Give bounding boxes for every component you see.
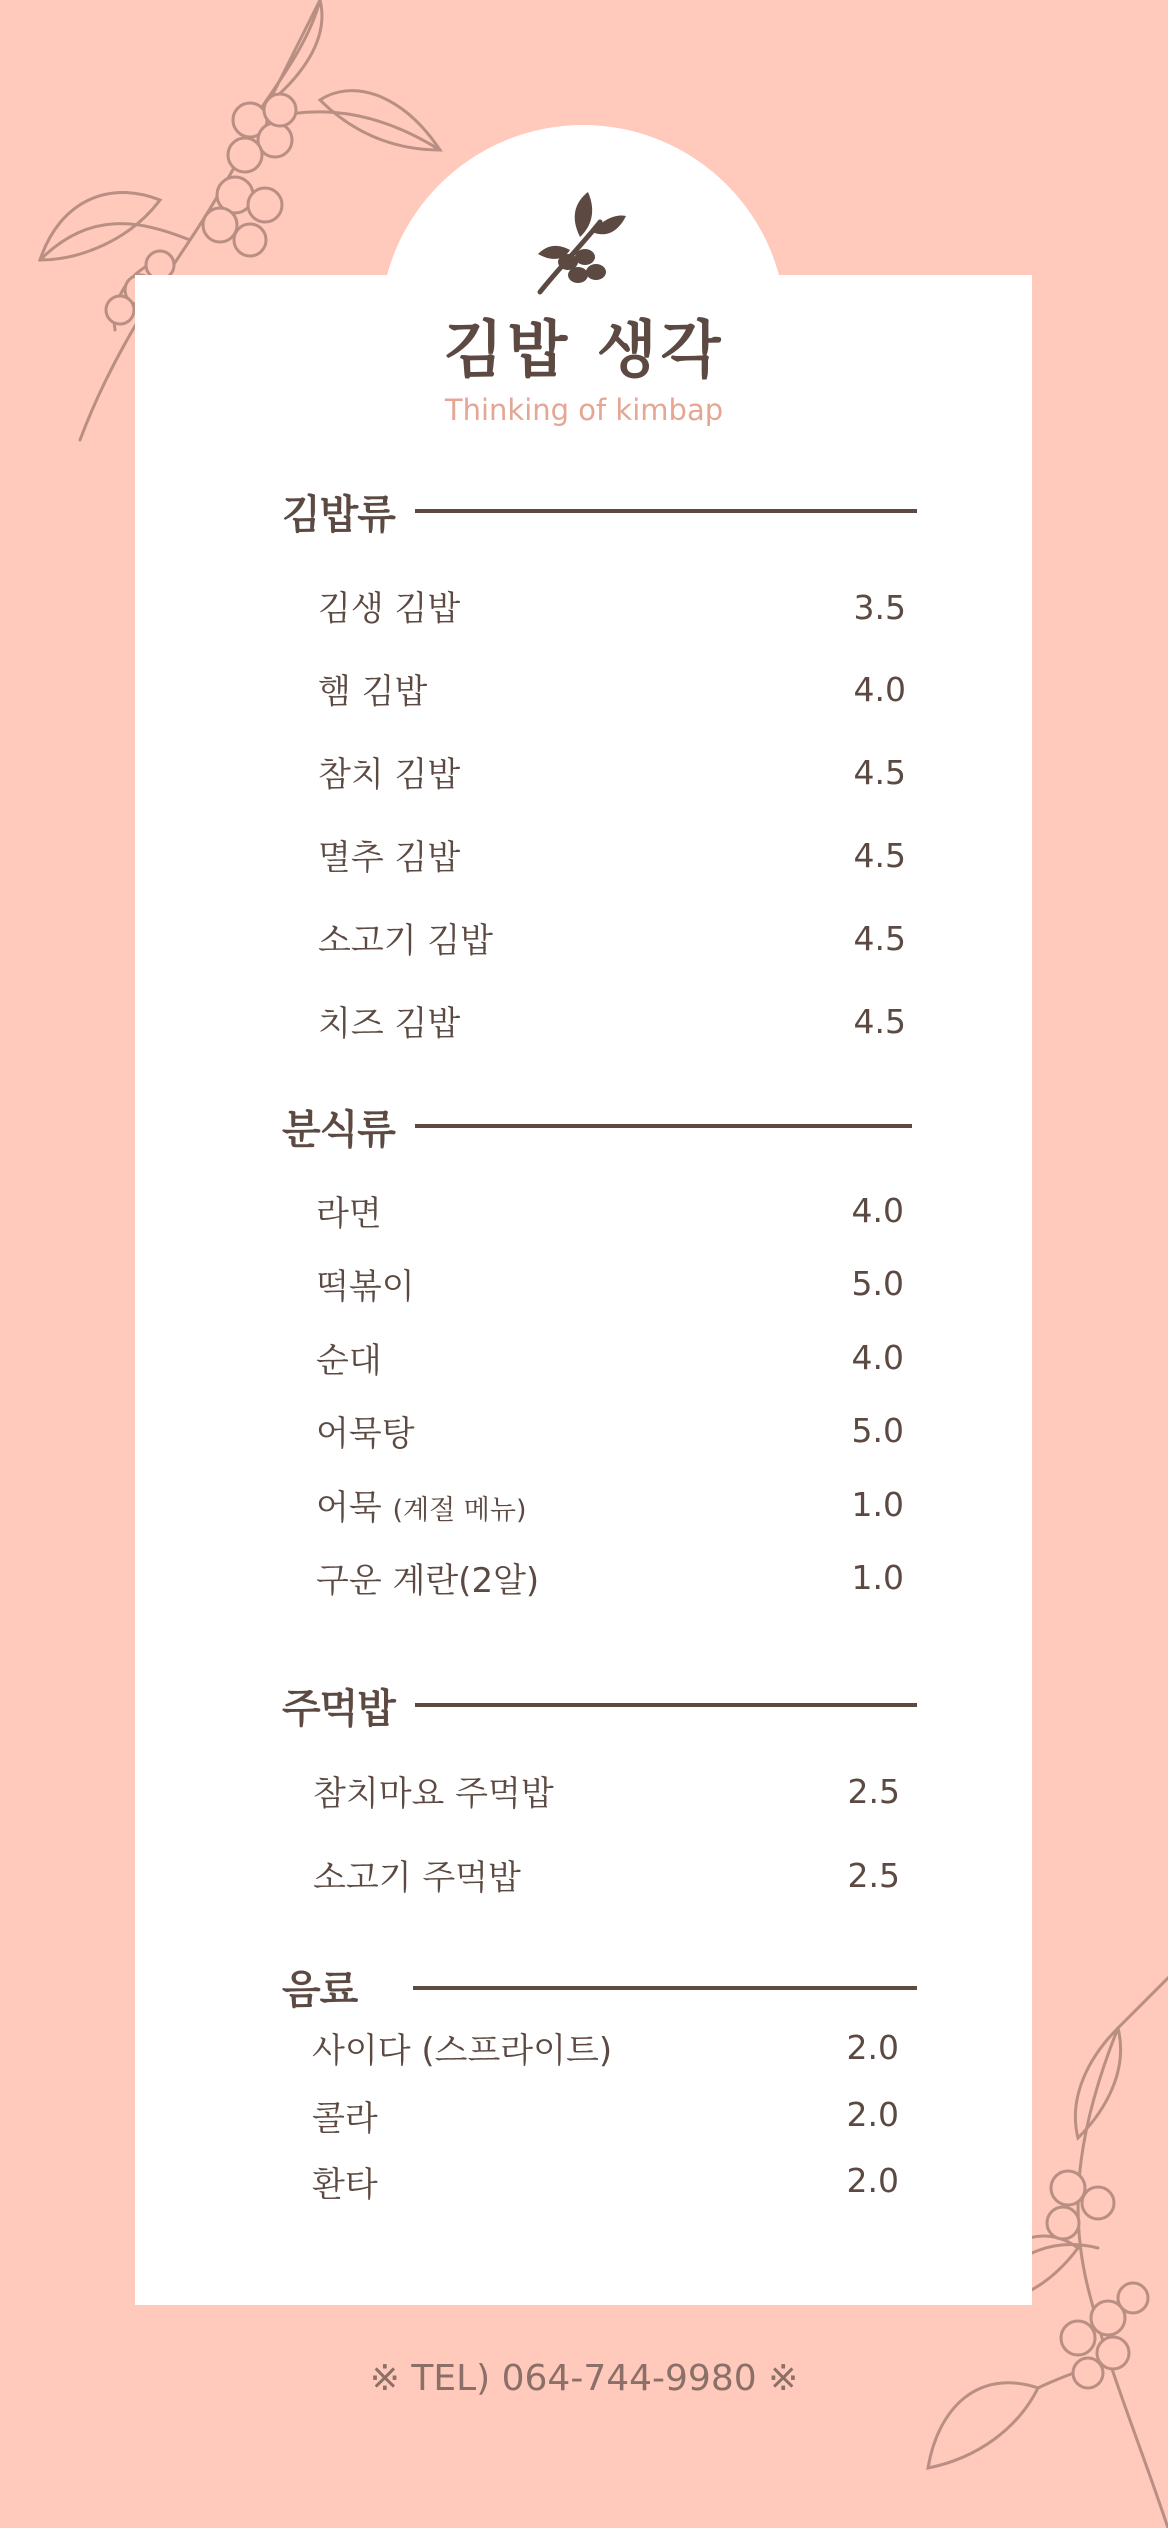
menu-item-name: 순대: [316, 1341, 382, 1381]
section-title-riceballs: 주먹밥: [282, 1686, 395, 1732]
section-title-drinks: 음료: [282, 1967, 358, 2013]
menu-item-price: 3.5: [853, 588, 906, 627]
menu-item-label: 어묵: [316, 1488, 382, 1528]
menu-item-price: 4.5: [853, 1002, 906, 1041]
menu-item-name: 소고기 주먹밥: [313, 1858, 521, 1898]
section-divider: [415, 1703, 917, 1707]
menu-item-price: 5.0: [851, 1264, 904, 1303]
section-divider: [413, 1986, 917, 1990]
footer-phone: ※ TEL) 064-744-9980 ※: [369, 2358, 799, 2399]
menu-item-price: 2.5: [847, 1772, 900, 1811]
menu-item-name: [316, 1480, 527, 1529]
menu-item-price: 2.0: [846, 2095, 899, 2134]
menu-item-name: 참치마요 주먹밥: [313, 1774, 554, 1814]
menu-item-price: 4.5: [853, 753, 906, 792]
menu-item-name: 멸추 김밥: [318, 838, 461, 878]
menu-item-name: 김생 김밥: [318, 589, 461, 629]
menu-title: 김밥 생각: [443, 313, 725, 386]
menu-item-price: 4.0: [853, 670, 906, 709]
menu-item-price: 4.0: [851, 1338, 904, 1377]
menu-item-price: 4.5: [853, 919, 906, 958]
section-divider: [415, 509, 917, 513]
menu-item-note: (계절 메뉴): [392, 1495, 527, 1526]
menu-item-name: 구운 계란(2알): [316, 1561, 540, 1601]
menu-item-name: 햄 김밥: [318, 672, 428, 712]
menu-item-price: 2.0: [846, 2028, 899, 2067]
menu-item-price: 4.0: [851, 1191, 904, 1230]
menu-item-price: 4.5: [853, 836, 906, 875]
menu-item-price: 1.0: [851, 1485, 904, 1524]
menu-item-price: 2.5: [847, 1856, 900, 1895]
menu-item-name: 치즈 김밥: [318, 1004, 461, 1044]
menu-item-name: 라면: [316, 1194, 382, 1234]
section-divider: [415, 1124, 912, 1128]
menu-item-name: 떡볶이: [316, 1267, 415, 1307]
coffee-branch-icon: [530, 192, 626, 296]
menu-item-name: 콜라: [312, 2099, 378, 2139]
menu-item-price: 1.0: [851, 1558, 904, 1597]
menu-item-name: 소고기 김밥: [318, 921, 494, 961]
menu-item-name: 어묵탕: [316, 1414, 415, 1454]
menu-subtitle: Thinking of kimbap: [444, 393, 724, 427]
section-title-kimbap: 김밥류: [282, 492, 395, 538]
menu-item-price: 2.0: [846, 2161, 899, 2200]
menu-item-name: 환타: [312, 2165, 378, 2205]
menu-item-name: 참치 김밥: [318, 755, 461, 795]
menu-item-name: 사이다 (스프라이트): [312, 2031, 613, 2071]
section-title-snacks: 분식류: [282, 1107, 395, 1153]
menu-item-price: 5.0: [851, 1411, 904, 1450]
